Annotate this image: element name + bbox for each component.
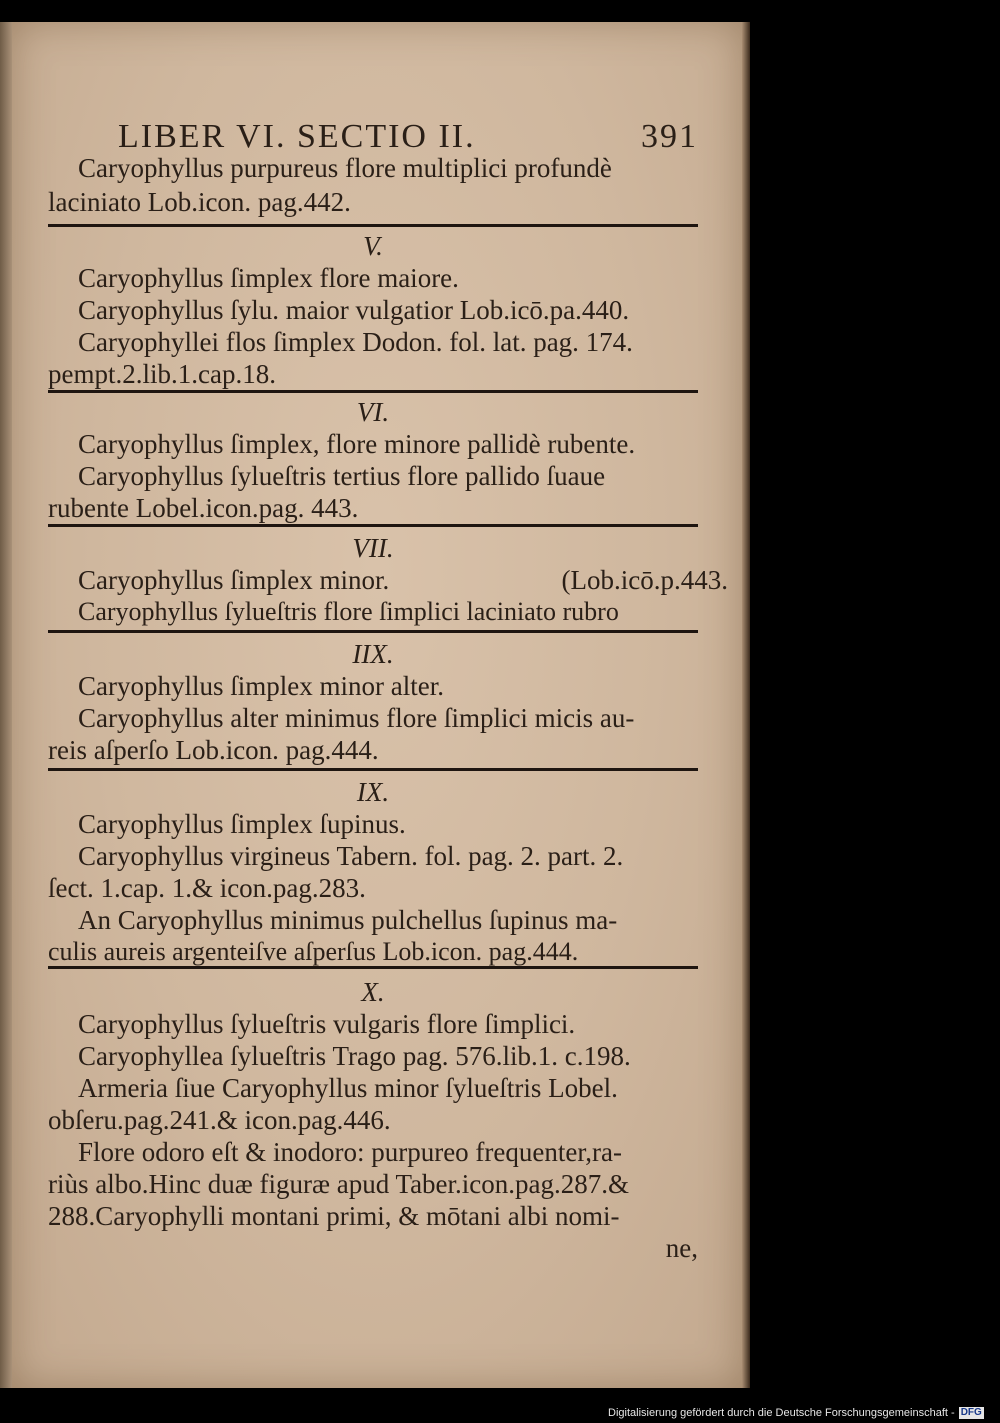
- page-number: 391: [641, 118, 698, 155]
- page-edge-shadow: [742, 22, 750, 1388]
- text-line: obſeru.pag.241.& icon.pag.446.: [48, 1105, 391, 1135]
- text-line: Armeria ſiue Caryophyllus minor ſylueſtris Lobel.: [78, 1073, 618, 1103]
- section-heading: V.: [363, 231, 383, 261]
- section-heading: VII.: [352, 533, 394, 563]
- text-line: Caryophyllus ſimplex flore maiore.: [78, 263, 459, 293]
- section-heading: IIX.: [352, 639, 394, 669]
- text-line: Caryophyllus ſimplex, flore minore pallidè rubente.: [78, 429, 636, 459]
- text-line: Caryophyllus ſylueſtris vulgaris flore ſimplici.: [78, 1009, 576, 1039]
- text-line: 288.Caryophylli montani primi, & mōtani albi nomi-: [48, 1201, 620, 1231]
- section-rule: [48, 966, 698, 969]
- text-line: riùs albo.Hinc duæ figuræ apud Taber.icon.pag.287.&: [48, 1169, 630, 1199]
- text-line: Caryophyllus ſimplex ſupinus.: [78, 809, 406, 839]
- text-line: Caryophyllus ſylueſtris tertius flore pallido ſuaue: [78, 461, 606, 491]
- section-rule: [48, 390, 698, 393]
- section-heading: IX.: [356, 777, 390, 807]
- text-line: Flore odoro eſt & inodoro: purpureo frequenter,ra-: [78, 1137, 622, 1167]
- text-line: pempt.2.lib.1.cap.18.: [48, 359, 276, 389]
- section-rule: [48, 630, 698, 633]
- credit-text: Digitalisierung gefördert durch die Deutsche Forschungsgemeinschaft -: [608, 1407, 955, 1419]
- text-line: Caryophyllei flos ſimplex Dodon. fol. lat. pag. 174.: [78, 327, 633, 357]
- text-segment: Caryophyllus ſimplex minor.: [78, 565, 390, 595]
- text-line: laciniato Lob.icon. pag.442.: [48, 187, 351, 217]
- section-rule: [48, 224, 698, 227]
- text-line: An Caryophyllus minimus pulchellus ſupinus ma-: [78, 905, 618, 935]
- section-rule: [48, 768, 698, 771]
- text-line: culis aureis argenteiſve aſperſus Lob.icon. pag.444.: [48, 937, 579, 966]
- text-line-split: [48, 564, 728, 596]
- text-line: reis aſperſo Lob.icon. pag.444.: [48, 735, 379, 765]
- digitization-credit: [608, 1406, 998, 1420]
- section-heading: X.: [361, 977, 385, 1007]
- section-heading: VI.: [356, 397, 390, 427]
- text-segment: (Lob.icō.p.443.: [561, 565, 728, 595]
- section-rule: [48, 524, 698, 527]
- text-line: Caryophyllus alter minimus flore ſimplici micis au-: [78, 703, 635, 733]
- text-line: Caryophyllus ſylueſtris flore ſimplici laciniato rubro: [78, 597, 619, 626]
- text-line: Caryophyllus ſimplex minor alter.: [78, 671, 444, 701]
- text-line: rubente Lobel.icon.pag. 443.: [48, 493, 359, 523]
- dfg-logo: DFG: [960, 1407, 982, 1418]
- text-line: ſect. 1.cap. 1.& icon.pag.283.: [48, 873, 366, 903]
- text-line: Caryophyllus purpureus flore multiplici profundè: [78, 153, 612, 183]
- text-line: Caryophyllus ſylu. maior vulgatior Lob.icō.pa.440.: [78, 295, 630, 325]
- catchword: ne,: [665, 1233, 698, 1263]
- text-line: Caryophyllus virgineus Tabern. fol. pag. 2. part. 2.: [78, 841, 624, 871]
- running-title: LIBER VI. SECTIO II.: [118, 118, 476, 155]
- text-line: Caryophyllea ſylueſtris Trago pag. 576.lib.1. c.198.: [78, 1041, 631, 1071]
